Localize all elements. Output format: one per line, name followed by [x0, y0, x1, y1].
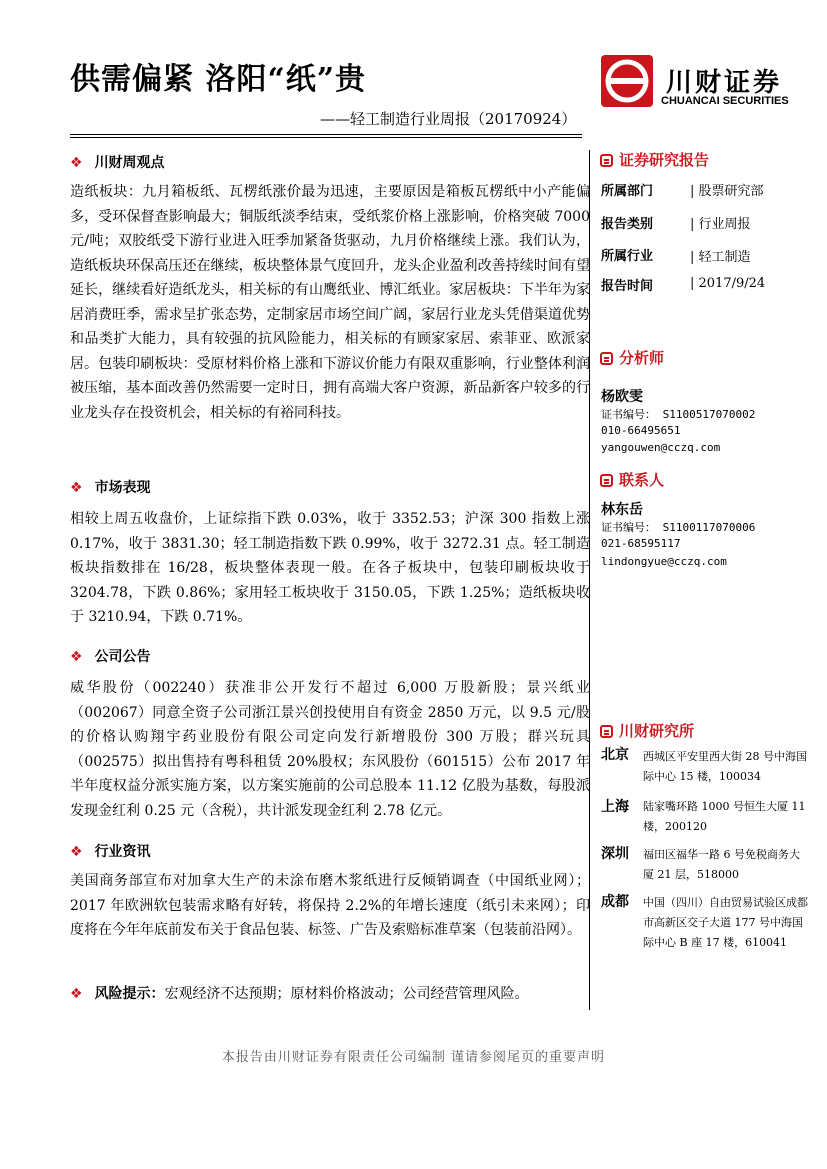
section-body-news: 美国商务部宣布对加拿大生产的未涂布磨木浆纸进行反倾销调查（中国纸业网）；2017 年欧洲软包装需求略有好转，将保持 2.2%的年增长速度（纸引未来网）；印度将在今年年底前发布关于食品包装、标签、广告及索赔标准草案（包装前沿网）。 [70, 873, 590, 938]
contact-cert: 证书编号： S1100117070006 [601, 521, 756, 534]
footer-disclaimer: 本报告由川财证券有限责任公司编制 谨请参阅尾页的重要声明 [221, 1050, 606, 1065]
logo-text-en: CHUANCAI SECURITIES [661, 95, 789, 107]
meta-value: | 轻工制造 [690, 250, 751, 265]
meta-label: 报告时间 [601, 279, 654, 294]
sidebar-heading-analyst: 分析师 [600, 347, 664, 368]
office-city: 上海 [601, 799, 629, 815]
office-city: 北京 [601, 747, 629, 763]
analyst-name: 杨欧雯 [601, 389, 643, 405]
logo-mark-icon [600, 154, 613, 167]
analyst-phone: 010-66495651 [601, 424, 681, 437]
diamond-bullet-icon: ❖ [70, 986, 83, 1002]
contact-email[interactable]: lindongyue@cczq.com [601, 555, 727, 568]
sidebar-heading-contact: 联系人 [600, 469, 664, 490]
section-heading-company: ❖ 公司公告 [70, 649, 151, 665]
sidebar-heading-report: 证券研究报告 [600, 149, 709, 170]
section-body-market: 相较上周五收盘价，上证综指下跌 0.03%，收于 3352.53；沪深 300 指数上涨 0.17%，收于 3831.30；轻工制造指数下跌 0.99%，收于 3272.31 点。轻工制造板块指数排在 16/28，板块整体表现一般。在各子板块中，包装印刷板块收于 3204.78，下跌 0.86%；家用轻工板块收于 3150.05，下跌 1.25%；造纸板块收于 3210.94，下跌 0.71%。 [70, 511, 590, 625]
section-heading-news: ❖ 行业资讯 [70, 844, 151, 860]
office-address: 陆家嘴环路 1000 号恒生大厦 11 楼，200120 [643, 800, 806, 833]
meta-value: | 股票研究部 [690, 184, 764, 199]
report-subtitle: ——轻工制造行业周报（20170924） [320, 110, 577, 128]
analyst-email[interactable]: yangouwen@cczq.com [601, 441, 721, 454]
section-body-view: 造纸板块：九月箱板纸、瓦楞纸涨价最为迅速，主要原因是箱板瓦楞纸中小产能偏多，受环保督查影响最大；铜版纸淡季结束，受纸浆价格上涨影响，价格突破 7000 元/吨；双胶纸受下游行业进入旺季加紧备货驱动，九月价格继续上涨。我们认为，造纸板块环保高压还在继续，板块整体景气度回升，龙头企业盈利改善持续时间有望延长，继续看好造纸龙头，相关标的有山鹰纸业、博汇纸业。家居板块：下半年为家居消费旺季，需求呈扩张态势，定制家居市场空间广阔，家居行业龙头凭借渠道优势和品类扩大能力，具有较强的抗风险能力，相关标的有顾家家居、索菲亚、欧派家居。包装印刷板块：受原材料价格上涨和下游议价能力有限双重影响，行业整体利润被压缩，基本面改善仍然需要一定时日，拥有高端大客户资源，新品新客户较多的行业龙头存在投资机会，相关标的有裕同科技。 [70, 184, 590, 421]
diamond-bullet-icon: ❖ [70, 480, 83, 496]
analyst-cert: 证书编号： S1100517070002 [601, 408, 756, 421]
diamond-bullet-icon: ❖ [70, 155, 83, 171]
section-risk: ❖ 风险提示：宏观经济不达预期；原材料价格波动；公司经营管理风险。 [70, 986, 529, 1002]
section-heading-market: ❖ 市场表现 [70, 480, 151, 496]
contact-name: 林东岳 [601, 502, 643, 518]
section-body-company: 威华股份（002240）获准非公开发行不超过 6,000 万股新股；景兴纸业（002067）同意全资子公司浙江景兴创投使用自有资金 2850 万元，以 9.5 元/股的价格认购翔宇药业股份有限公司定向发行新增股份 300 万股；群兴玩具（002575）拟出售持有粤科租赁 20%股权；东风股份（601515）公布 2017 年半年度权益分派实施方案，以方案实施前的公司总股本 11.12 亿股为基数，每股派发现金红利 0.25 元（含税），共计派发现金红利 2.78 亿元。 [70, 680, 590, 819]
contact-phone: 021-68595117 [601, 537, 681, 550]
meta-value: | 行业周报 [690, 217, 751, 232]
meta-label: 所属部门 [601, 184, 654, 199]
logo-mark-icon [600, 352, 613, 365]
logo-mark-icon [600, 474, 613, 487]
meta-label: 报告类别 [601, 217, 654, 232]
meta-value: | 2017/9/24 [690, 276, 766, 291]
sidebar-heading-institute: 川财研究所 [600, 720, 694, 741]
diamond-bullet-icon: ❖ [70, 844, 83, 860]
risk-body: 宏观经济不达预期；原材料价格波动；公司经营管理风险。 [164, 986, 529, 1002]
meta-label: 所属行业 [601, 249, 654, 264]
chuancai-logo-icon [601, 55, 653, 107]
office-address: 福田区福华一路 6 号免税商务大厦 21 层，518000 [643, 848, 800, 881]
office-address: 中国（四川）自由贸易试验区成都市高新区交子大道 177 号中海国际中心 B 座 17 楼，610041 [643, 896, 808, 949]
logo-text-cn: 川财证券 [666, 68, 783, 98]
logo-mark-icon [600, 725, 613, 738]
office-city: 成都 [601, 894, 629, 910]
report-title: 供需偏紧 洛阳“纸”贵 [70, 62, 366, 97]
header-divider-2 [70, 137, 582, 138]
header-divider [70, 134, 582, 135]
diamond-bullet-icon: ❖ [70, 649, 83, 665]
office-address: 西城区平安里西大街 28 号中海国际中心 15 楼，100034 [643, 750, 807, 783]
office-city: 深圳 [601, 846, 629, 862]
section-heading-view: ❖ 川财周观点 [70, 155, 165, 171]
